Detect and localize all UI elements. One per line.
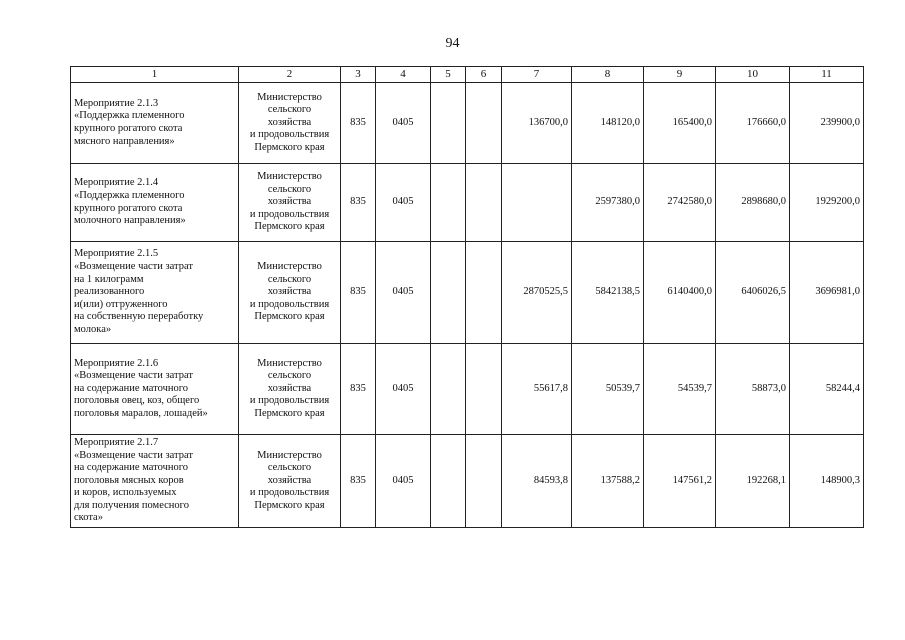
measure-name-line: поголовья овец, коз, общего xyxy=(74,395,200,407)
cell-c11: 58244,4 xyxy=(790,344,864,435)
cell-c9: 2742580,0 xyxy=(644,164,716,242)
header-col-1: 1 xyxy=(71,67,239,83)
executor-line: хозяйства xyxy=(267,382,312,394)
cell-c8: 2597380,0 xyxy=(572,164,644,242)
executor-line: Министерство xyxy=(257,261,322,273)
executor-line: и продовольствия xyxy=(249,208,330,220)
header-col-7: 7 xyxy=(502,67,572,83)
cell-c5 xyxy=(431,344,466,435)
cell-c8: 5842138,5 xyxy=(572,242,644,344)
cell-c6 xyxy=(466,83,502,164)
table-row xyxy=(71,83,864,164)
header-col-9: 9 xyxy=(644,67,716,83)
cell-c3: 835 xyxy=(341,435,376,528)
measure-name-line: крупного рогатого скота xyxy=(74,202,183,214)
cell-c6 xyxy=(466,242,502,344)
measure-name-line: мясного направления» xyxy=(74,135,175,147)
measure-name-line: молока» xyxy=(74,323,112,335)
cell-c10: 176660,0 xyxy=(716,83,790,164)
cell-c4: 0405 xyxy=(376,83,431,164)
cell-c3: 835 xyxy=(341,344,376,435)
cell-c4: 0405 xyxy=(376,242,431,344)
cell-c7: 136700,0 xyxy=(502,83,572,164)
measure-name-line: крупного рогатого скота xyxy=(74,123,183,134)
measure-name-line: скота» xyxy=(74,512,103,524)
cell-c6 xyxy=(466,344,502,435)
table-row xyxy=(71,435,864,528)
header-col-11: 11 xyxy=(790,67,864,83)
cell-c7: 2870525,5 xyxy=(502,242,572,344)
executor-line: хозяйства xyxy=(267,286,312,298)
measure-name-cell xyxy=(71,344,239,435)
header-col-3: 3 xyxy=(341,67,376,83)
cell-c7: 84593,8 xyxy=(502,435,572,528)
cell-c10: 2898680,0 xyxy=(716,164,790,242)
measure-name-line: Мероприятие 2.1.5 xyxy=(74,248,159,260)
executor-line: и продовольствия xyxy=(249,487,330,499)
cell-c8: 137588,2 xyxy=(572,435,644,528)
cell-c11: 148900,3 xyxy=(790,435,864,528)
cell-c5 xyxy=(431,242,466,344)
cell-c4: 0405 xyxy=(376,344,431,435)
measure-name-line: поголовья мясных коров xyxy=(74,474,184,486)
executor-line: Министерство xyxy=(257,171,322,183)
cell-c7 xyxy=(502,164,572,242)
executor-line: сельского xyxy=(267,462,312,474)
cell-c4: 0405 xyxy=(376,164,431,242)
executor-line: и продовольствия xyxy=(249,298,330,310)
cell-c9: 54539,7 xyxy=(644,344,716,435)
header-col-2: 2 xyxy=(239,67,341,83)
executor-cell xyxy=(239,242,341,344)
measure-name-cell xyxy=(71,164,239,242)
executor-line: сельского xyxy=(267,183,312,195)
cell-c3: 835 xyxy=(341,242,376,344)
cell-c3: 835 xyxy=(341,164,376,242)
executor-cell xyxy=(239,344,341,435)
executor-line: и продовольствия xyxy=(249,395,330,407)
table-row xyxy=(71,164,864,242)
measure-name-line: «Поддержка племенного xyxy=(74,189,185,201)
cell-c5 xyxy=(431,435,466,528)
table-row xyxy=(71,242,864,344)
executor-cell xyxy=(239,83,341,164)
table-row xyxy=(71,344,864,435)
measure-name-line: «Поддержка племенного xyxy=(74,110,185,122)
measure-name-line: Мероприятие 2.1.6 xyxy=(74,357,159,369)
cell-c11: 239900,0 xyxy=(790,83,864,164)
cell-c9: 147561,2 xyxy=(644,435,716,528)
measure-name-line: на содержание маточного xyxy=(74,382,189,394)
measure-name-line: «Возмещение части затрат xyxy=(74,261,193,273)
cell-c7: 55617,8 xyxy=(502,344,572,435)
cell-c5 xyxy=(431,83,466,164)
header-row xyxy=(71,67,864,83)
measure-name-line: Мероприятие 2.1.4 xyxy=(74,177,159,189)
measure-name-line: для получения помесного xyxy=(74,499,189,511)
measure-name-line: Мероприятие 2.1.7 xyxy=(74,436,159,448)
cell-c10: 192268,1 xyxy=(716,435,790,528)
cell-c6 xyxy=(466,435,502,528)
measure-name-line: на 1 килограмм xyxy=(74,273,144,285)
executor-line: сельского xyxy=(267,370,312,382)
cell-c11: 1929200,0 xyxy=(790,164,864,242)
executor-line: хозяйства xyxy=(267,196,312,208)
executor-line: Пермского края xyxy=(254,141,325,153)
executor-line: хозяйства xyxy=(267,474,312,486)
header-col-10: 10 xyxy=(716,67,790,83)
header-col-6: 6 xyxy=(466,67,502,83)
executor-cell xyxy=(239,164,341,242)
executor-line: сельского xyxy=(267,273,312,285)
executor-line: Пермского края xyxy=(254,499,325,511)
measure-name-line: на содержание маточного xyxy=(74,462,189,474)
measure-name-line: поголовья маралов, лошадей» xyxy=(74,407,208,419)
cell-c10: 58873,0 xyxy=(716,344,790,435)
measure-name-line: и коров, используемых xyxy=(74,487,177,499)
executor-cell xyxy=(239,435,341,528)
executor-line: хозяйства xyxy=(267,116,312,128)
cell-c10: 6406026,5 xyxy=(716,242,790,344)
measure-name-line: «Возмещение части затрат xyxy=(74,370,193,382)
cell-c8: 50539,7 xyxy=(572,344,644,435)
measure-name-line: и(или) отгруженного xyxy=(74,298,168,310)
executor-line: и продовольствия xyxy=(249,129,330,141)
measure-name-cell xyxy=(71,242,239,344)
page-number: 94 xyxy=(445,36,460,51)
header-col-5: 5 xyxy=(431,67,466,83)
cell-c3: 835 xyxy=(341,83,376,164)
measure-name-cell xyxy=(71,435,239,528)
budget-table xyxy=(70,66,864,528)
executor-line: Министерство xyxy=(257,91,322,103)
measure-name-line: реализованного xyxy=(74,286,145,298)
executor-line: Министерство xyxy=(257,357,322,369)
executor-line: сельского xyxy=(267,104,312,116)
cell-c5 xyxy=(431,164,466,242)
cell-c8: 148120,0 xyxy=(572,83,644,164)
measure-name-line: на собственную переработку xyxy=(74,311,204,323)
cell-c9: 165400,0 xyxy=(644,83,716,164)
executor-line: Пермского края xyxy=(254,221,325,233)
measure-name-line: Мероприятие 2.1.3 xyxy=(74,97,159,109)
header-col-4: 4 xyxy=(376,67,431,83)
executor-line: Пермского края xyxy=(254,407,325,419)
cell-c9: 6140400,0 xyxy=(644,242,716,344)
executor-line: Министерство xyxy=(257,449,322,461)
cell-c4: 0405 xyxy=(376,435,431,528)
header-col-8: 8 xyxy=(572,67,644,83)
measure-name-line: молочного направления» xyxy=(74,215,186,227)
measure-name-line: «Возмещение части затрат xyxy=(74,449,193,461)
executor-line: Пермского края xyxy=(254,311,325,323)
cell-c6 xyxy=(466,164,502,242)
measure-name-cell xyxy=(71,83,239,164)
cell-c11: 3696981,0 xyxy=(790,242,864,344)
